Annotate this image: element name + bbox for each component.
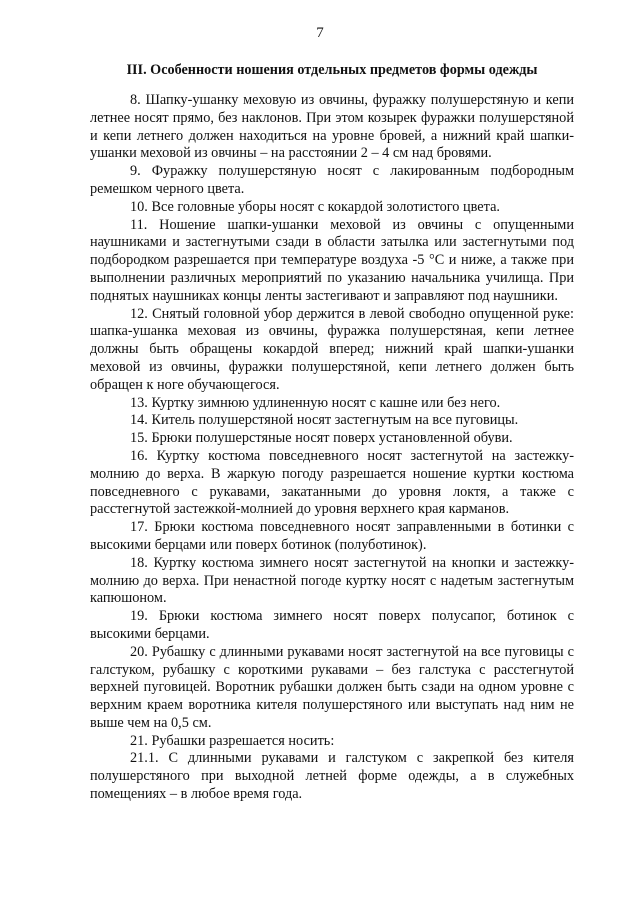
paragraph-10: 10. Все головные уборы носят с кокардой золотистого цвета. xyxy=(130,198,500,215)
paragraph-16: 16. Куртку костюма повседневного носят застегнутой на застежку-молнию до верха. В жаркую погоду разрешается ношение куртки костюма повседневного с рукавами, закатанными до уровня локтя, а также с расстегнутой застежкой-молнией до уровня верхнего края карманов. xyxy=(90,447,574,518)
section-heading: III. Особенности ношения отдельных предметов формы одежды xyxy=(126,62,538,78)
paragraph-12: 12. Снятый головной убор держится в левой свободно опущенной руке: шапка-ушанка меховая из овчины, фуражка полушерстяная, кепи летнее должны быть обращены кокардой вперед; нижний край шапки-ушанки меховой из овчины, фуражки полушерстяной, кепи летнего должен быть обращен к ноге обучающегося. xyxy=(90,305,574,393)
paragraph-14: 14. Китель полушерстяной носят застегнутым на все пуговицы. xyxy=(130,412,519,429)
paragraph-20: 20. Рубашку с длинными рукавами носят застегнутой на все пуговицы с галстуком, рубашку с короткими рукавами – без галстука с расстегнутой верхней пуговицей. Воротник рубашки должен быть сзади на одном уровне с верхним краем воротника кителя полушерстяного или выступать над ним не выше чем на 0,5 см. xyxy=(90,643,574,731)
paragraph-18: 18. Куртку костюма зимнего носят застегнутой на кнопки и застежку-молнию до верха. При ненастной погоде куртку носят с надетым застегнутым капюшоном. xyxy=(90,554,574,607)
page-number: 7 xyxy=(316,25,324,41)
paragraph-13: 13. Куртку зимнюю удлиненную носят с кашне или без него. xyxy=(130,394,501,411)
paragraph-21-1: 21.1. С длинными рукавами и галстуком с закрепкой без кителя полушерстяного при выходной летней форме одежды, а в служебных помещениях – в любое время года. xyxy=(90,750,574,803)
paragraph-19: 19. Брюки костюма зимнего носят поверх полусапог, ботинок с высокими берцами. xyxy=(90,608,574,642)
paragraph-17: 17. Брюки костюма повседневного носят заправленными в ботинки с высокими берцами или поверх ботинок (полуботинок). xyxy=(90,519,574,553)
paragraph-9: 9. Фуражку полушерстяную носят с лакированным подбородным ремешком черного цвета. xyxy=(90,163,574,197)
paragraph-15: 15. Брюки полушерстяные носят поверх установленной обуви. xyxy=(130,430,513,447)
paragraph-8: 8. Шапку-ушанку меховую из овчины, фуражку полушерстяную и кепи летнее носят прямо, без наклонов. При этом козырек фуражки полушерстяной и кепи летнего должен находиться на уровне бровей, а нижний край шапки-ушанки меховой из овчины – на расстоянии 2 – 4 см над бровями. xyxy=(90,92,574,162)
paragraph-21: 21. Рубашки разрешается носить: xyxy=(130,732,335,749)
paragraph-11: 11. Ношение шапки-ушанки меховой из овчины с опущенными наушниками и застегнутыми сзади в области затылка или застегнутыми под подбородком разрешается при температуре воздуха -5 °С и ниже, а также при выполнении различных мероприятий по указанию начальника училища. При поднятых наушниках концы ленты застегивают и заправляют под наушники. xyxy=(90,216,574,304)
document-body xyxy=(90,92,574,804)
